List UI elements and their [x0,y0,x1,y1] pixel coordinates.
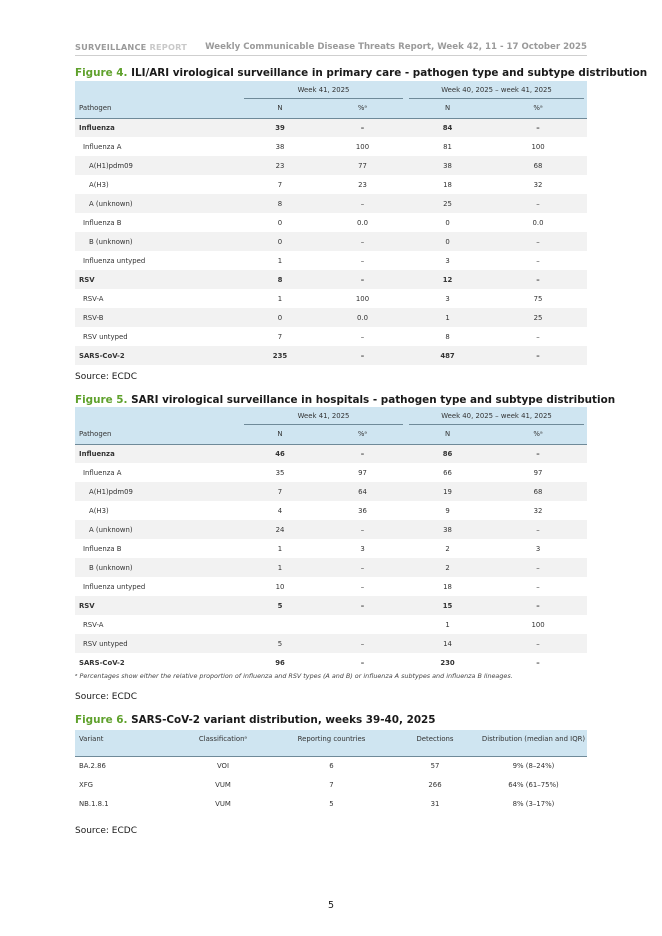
row-value: – [360,256,365,265]
group-week40-41: Week 40, 2025 – week 41, 2025 [406,81,587,99]
row-value: 15 [406,596,489,615]
row-value: 25 [406,194,489,213]
row-pathogen-label: RSV untyped [83,332,128,341]
table-row [75,596,587,615]
table-row [75,577,587,596]
row-value: 1 [445,620,450,629]
row-value: – [536,582,540,591]
figure4-source: Source: ECDC [75,372,137,382]
row-value: 66 [443,468,452,477]
row-value: 12 [406,270,489,289]
row-pathogen-label: A(H1)pdm09 [75,156,241,175]
group-week40-41: Week 40, 2025 – week 41, 2025 [406,407,587,425]
table-group-header [75,407,587,425]
table-row [75,327,587,346]
figure6-table [75,730,587,813]
row-value: – [319,346,406,365]
row-value: 10 [275,582,285,591]
table-row [75,501,587,520]
row-pathogen-label: A(H3) [89,506,109,515]
row-value: – [489,520,587,539]
row-value: 84 [406,118,489,137]
col-pct: %ᵃ [319,99,406,118]
table-group-header [75,81,587,99]
figure6-source: Source: ECDC [75,826,137,836]
row-value [319,615,406,634]
row-value: 36 [358,506,367,515]
row-value: 25 [489,308,587,327]
row-pathogen-label: Influenza untyped [83,256,146,265]
header-section-label: SURVEILLANCE REPORT [75,42,188,52]
row-value: 75 [533,294,543,303]
row-value: – [360,658,365,667]
row-value: 38 [406,156,489,175]
table-row: XFG VUM 7 266 64% (61–75%) [79,780,559,789]
row-value: 0.0 [319,308,406,327]
row-value: – [319,444,406,463]
row-value: 18 [443,582,452,591]
row-value: – [360,582,365,591]
table-row [75,653,587,672]
row-value: – [319,270,406,289]
row-value: 32 [533,506,543,515]
table-row [75,289,587,308]
col-pct: %ᵃ [489,99,587,118]
row-pathogen-label: Influenza B [83,544,122,553]
row-pathogen-label: SARS-CoV-2 [75,346,241,365]
figure4-title: Figure 4. ILI/ARI virological surveillance in primary care - pathogen type and subtype distribution [75,67,648,79]
row-value: 0 [445,218,450,227]
table-column-header [75,99,587,118]
row-pathogen-label: RSV [75,596,241,615]
row-value: 7 [241,482,319,501]
row-pathogen-label: B (unknown) [75,232,241,251]
row-value: 64 [319,482,406,501]
page-header [75,42,587,56]
row-pathogen-label: SARS-CoV-2 [79,658,125,667]
row-value: 77 [319,156,406,175]
row-value: 97 [358,468,367,477]
col-classification: Classificationᵃ [173,730,273,756]
row-value: 19 [406,482,489,501]
row-value: 5 [241,634,319,653]
row-value: – [489,118,587,137]
row-value: 4 [277,506,283,515]
row-value: – [489,444,587,463]
col-pct: %ᵃ [489,425,587,444]
table-row [75,520,587,539]
row-pathogen-label: A (unknown) [75,194,241,213]
table-row [75,213,587,232]
row-value: 32 [533,180,543,189]
table-row [75,346,587,365]
row-value: 7 [277,332,283,341]
table-row: NB.1.8.1 VUM 5 31 8% (3–17%) [79,799,555,808]
row-value: – [319,596,406,615]
col-n: N [406,425,489,444]
row-value: 46 [241,444,319,463]
row-value: – [536,256,540,265]
row-value: 8 [445,332,450,341]
table-row [75,444,587,463]
row-value: – [489,558,587,577]
col-detections: Detections [390,730,480,756]
row-value: – [489,232,587,251]
table-row [75,539,587,558]
row-value: 8 [241,194,319,213]
row-value: 1 [277,256,283,265]
row-value: 100 [531,620,545,629]
row-pathogen-label: RSV [75,270,241,289]
col-pathogen: Pathogen [75,99,241,118]
row-value: 8 [241,270,319,289]
row-pathogen-label: Influenza B [83,218,122,227]
figure5-source: Source: ECDC [75,692,137,702]
figure5-table [75,407,587,672]
row-value: – [489,346,587,365]
table-row [75,232,587,251]
figure5-title: Figure 5. SARI virological surveillance in hospitals - pathogen type and subtype distribution [75,394,616,406]
row-value: 1 [406,308,489,327]
row-value: – [489,596,587,615]
row-value: 68 [489,156,587,175]
table-row [75,482,587,501]
table-row [75,137,587,156]
col-pathogen: Pathogen [75,425,241,444]
row-pathogen-label: Influenza untyped [83,582,146,591]
row-value: 7 [277,180,283,189]
row-value: 3 [360,544,365,553]
row-value: 235 [241,346,319,365]
row-value: – [319,558,406,577]
table-row [75,251,587,270]
row-value: 0 [241,232,319,251]
row-value: 23 [241,156,319,175]
row-value: – [319,634,406,653]
figure4-table [75,81,587,365]
row-value: – [489,270,587,289]
col-n: N [241,99,319,118]
row-value: – [536,658,540,667]
col-distribution: Distribution (median and IQR) [480,730,587,756]
row-value: 3 [445,294,450,303]
row-value: 3 [535,544,541,553]
row-value: – [319,232,406,251]
row-value: 3 [445,256,450,265]
row-pathogen-label: RSV-A [83,294,104,303]
row-pathogen-label: Influenza [75,118,241,137]
table-row [75,270,587,289]
table-row [75,463,587,482]
row-value: 35 [275,468,285,477]
row-value: 81 [443,142,452,151]
row-value: – [319,520,406,539]
row-value: – [319,194,406,213]
row-pathogen-label: Influenza A [83,142,122,151]
row-pathogen-label: A (unknown) [75,520,241,539]
table-row [75,175,587,194]
row-value: – [360,332,365,341]
row-pathogen-label: RSV-B [75,308,241,327]
row-value: 100 [355,294,370,303]
row-value: 0.0 [357,218,368,227]
col-n: N [406,99,489,118]
row-value: 1 [277,294,283,303]
row-pathogen-label: RSV-A [83,620,104,629]
row-value: – [489,194,587,213]
row-value: 487 [406,346,489,365]
row-value: – [319,118,406,137]
row-value: 1 [277,544,283,553]
col-n: N [241,425,319,444]
row-pathogen-label: Influenza [75,444,241,463]
header-report-title: Weekly Communicable Disease Threats Report, Week 42, 11 - 17 October 2025 [205,42,587,52]
table-row [75,194,587,213]
row-value: 0 [241,308,319,327]
row-value: 86 [406,444,489,463]
table-column-header [75,730,587,756]
row-value: 100 [531,142,545,151]
row-value: 100 [355,142,370,151]
row-value: 0.0 [532,218,544,227]
row-value: 0 [406,232,489,251]
row-value: 23 [358,180,367,189]
col-variant: Variant [75,730,173,756]
row-value: 96 [275,658,285,667]
table-row: BA.2.86 VOI 6 57 9% (8–24%) [79,761,555,770]
table-row [75,634,587,653]
row-value: 68 [489,482,587,501]
row-value: 97 [533,468,543,477]
table-row [75,615,587,634]
row-value: 1 [241,558,319,577]
row-value: 38 [406,520,489,539]
col-pct: %ᵃ [319,425,406,444]
row-pathogen-label: B (unknown) [75,558,241,577]
col-reporting-countries: Reporting countries [273,730,390,756]
row-value: 24 [241,520,319,539]
group-week41: Week 41, 2025 [241,81,406,99]
row-value: 39 [241,118,319,137]
row-pathogen-label: RSV untyped [75,634,241,653]
figure5-footnote: ᵃ Percentages show either the relative proportion of influenza and RSV types (A and B) or influenza A subtypes and influenza B lineages. [75,672,513,680]
row-value: 18 [443,180,452,189]
row-value: 38 [275,142,285,151]
row-value: 5 [241,596,319,615]
row-pathogen-label: A(H1)pdm09 [75,482,241,501]
row-value: 2 [445,544,450,553]
page-number: 5 [327,900,335,911]
row-value: 9 [445,506,450,515]
row-value: 0 [277,218,283,227]
row-value: 14 [406,634,489,653]
row-value: 2 [406,558,489,577]
row-value [241,615,319,634]
row-pathogen-label: A(H3) [89,180,109,189]
figure6-title: Figure 6. SARS-CoV-2 variant distribution, weeks 39-40, 2025 [75,714,436,726]
row-value: – [536,332,540,341]
table-row [75,118,587,137]
table-column-header [75,425,587,444]
group-week41: Week 41, 2025 [241,407,406,425]
table-row [75,308,587,327]
row-pathogen-label: Influenza A [83,468,122,477]
row-value: – [489,634,587,653]
table-row [75,558,587,577]
row-value: 230 [440,658,455,667]
table-row [75,156,587,175]
